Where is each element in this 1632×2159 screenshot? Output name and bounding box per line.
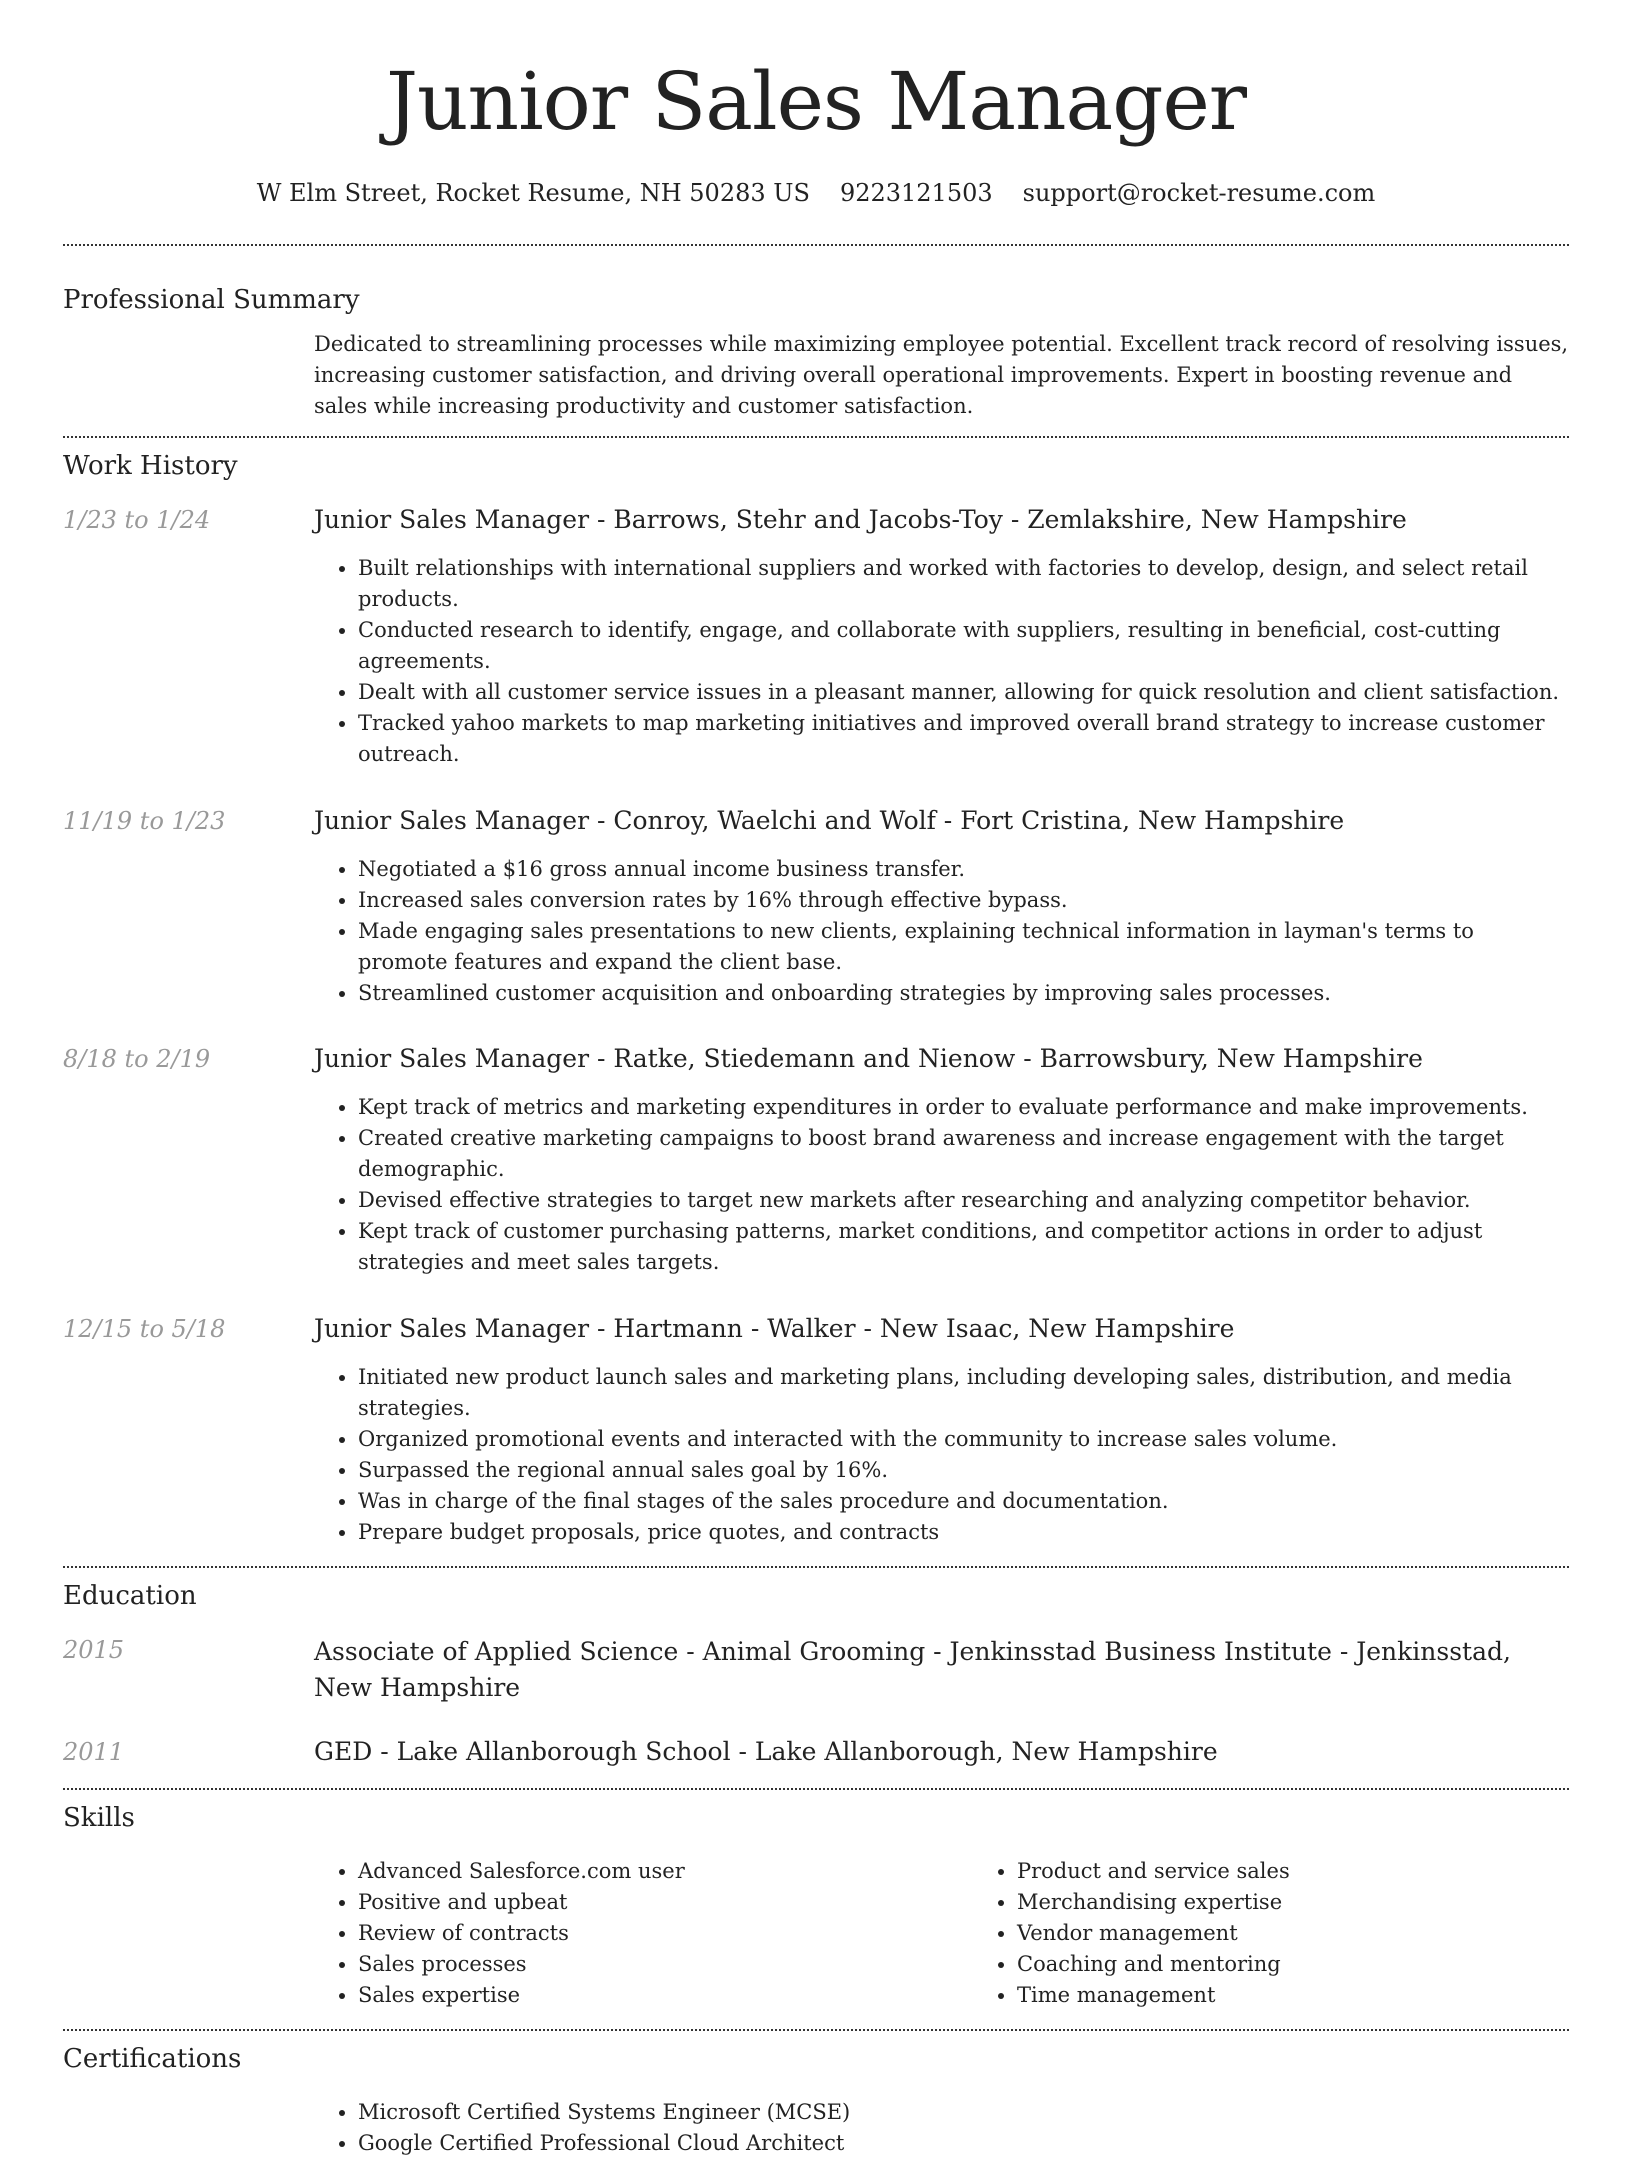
- list-item: • Devised effective strategies to target new markets after researching and analyzing competitor behavior.: [358, 1185, 1569, 1216]
- list-item: • Tracked yahoo markets to map marketing initiatives and improved overall brand strategy to increase customer outreach.: [358, 708, 1569, 770]
- job-dates: 12/15 to 5/18: [63, 1315, 226, 1343]
- contact-address: W Elm Street, Rocket Resume, NH 50283 US: [256, 179, 810, 207]
- job-heading: Junior Sales Manager - Barrows, Stehr and Jacobs-Toy - Zemlakshire, New Hampshire: [314, 505, 1407, 534]
- education-heading: GED - Lake Allanborough School - Lake Allanborough, New Hampshire: [314, 1737, 1218, 1766]
- education-year: 2011: [63, 1738, 125, 1766]
- list-item: • Increased sales conversion rates by 16% through effective bypass.: [358, 885, 1569, 916]
- list-item: • Kept track of customer purchasing patterns, market conditions, and competitor actions in order to adjust strategies and meet sales targets.: [358, 1216, 1569, 1278]
- list-item: • Made engaging sales presentations to new clients, explaining technical information in layman's terms to promote features and expand the client base.: [358, 916, 1569, 978]
- list-item: • Advanced Salesforce.com user: [358, 1856, 973, 1887]
- section-title-summary: Professional Summary: [63, 285, 360, 315]
- list-item: • Dealt with all customer service issues in a pleasant manner, allowing for quick resolution and client satisfaction.: [358, 677, 1569, 708]
- list-item: • Time management: [1017, 1980, 1632, 2011]
- education-entry: [63, 1736, 1569, 1768]
- education-year: 2015: [63, 1636, 125, 1664]
- skills-column: [973, 1856, 1632, 2011]
- list-item: • Organized promotional events and interacted with the community to increase sales volume.: [358, 1424, 1569, 1455]
- resume-title: Junior Sales Manager: [385, 55, 1247, 148]
- summary-text: Dedicated to streamlining processes while maximizing employee potential. Excellent track record of resolving issues, increasing customer satisfaction, and driving overall operational improvements. Expert in boosting revenue and sales while increasing productivity and customer satisfaction.: [314, 332, 1569, 418]
- job-dates: 11/19 to 1/23: [63, 807, 226, 835]
- list-item: • Sales processes: [358, 1949, 973, 1980]
- contact-line: [63, 178, 1569, 208]
- list-item: • Microsoft Certified Systems Engineer (MCSE): [358, 2097, 1569, 2128]
- list-item: • Was in charge of the final stages of the sales procedure and documentation.: [358, 1486, 1569, 1517]
- list-item: • Review of contracts: [358, 1918, 973, 1949]
- job-bullets: [314, 1092, 1569, 1278]
- list-item: • Google Certified Professional Cloud Architect: [358, 2128, 1569, 2159]
- section-title-certifications: Certifications: [63, 2044, 242, 2074]
- job-heading: Junior Sales Manager - Hartmann - Walker - New Isaac, New Hampshire: [314, 1314, 1235, 1343]
- list-item: • Vendor management: [1017, 1918, 1632, 1949]
- job-heading: Junior Sales Manager - Ratke, Stiedemann and Nienow - Barrowsbury, New Hampshire: [314, 1044, 1423, 1073]
- divider: [63, 436, 1569, 438]
- list-item: • Streamlined customer acquisition and onboarding strategies by improving sales processes.: [358, 978, 1569, 1009]
- list-item: • Surpassed the regional annual sales goal by 16%.: [358, 1455, 1569, 1486]
- list-item: • Prepare budget proposals, price quotes, and contracts: [358, 1517, 1569, 1548]
- job-heading: Junior Sales Manager - Conroy, Waelchi and Wolf - Fort Cristina, New Hampshire: [314, 806, 1345, 835]
- skills-list: [314, 1856, 1632, 2011]
- contact-email: support@rocket-resume.com: [1022, 179, 1376, 207]
- skills-column: [314, 1856, 973, 2011]
- divider: [63, 2029, 1569, 2031]
- job-entry: [63, 1043, 1569, 1278]
- list-item: • Coaching and mentoring: [1017, 1949, 1632, 1980]
- job-bullets: [314, 553, 1569, 770]
- job-entry: [63, 805, 1569, 1009]
- section-title-education: Education: [63, 1581, 197, 1611]
- certifications-list: [314, 2097, 1569, 2159]
- education-entry: [63, 1634, 1569, 1706]
- job-dates: 1/23 to 1/24: [63, 506, 211, 534]
- contact-phone: 9223121503: [839, 179, 993, 207]
- list-item: • Created creative marketing campaigns to boost brand awareness and increase engagement with the target demographic.: [358, 1123, 1569, 1185]
- job-dates: 8/18 to 2/19: [63, 1045, 211, 1073]
- list-item: • Negotiated a $16 gross annual income business transfer.: [358, 854, 1569, 885]
- section-title-work-history: Work History: [63, 451, 238, 481]
- list-item: • Product and service sales: [1017, 1856, 1632, 1887]
- job-entry: [63, 504, 1569, 770]
- list-item: • Built relationships with international suppliers and worked with factories to develop, design, and select retail products.: [358, 553, 1569, 615]
- section-title-skills: Skills: [63, 1803, 135, 1833]
- divider: [63, 1788, 1569, 1790]
- list-item: • Positive and upbeat: [358, 1887, 973, 1918]
- job-entry: [63, 1313, 1569, 1548]
- education-heading: Associate of Applied Science - Animal Grooming - Jenkinsstad Business Institute - Jenkinsstad, New Hampshire: [314, 1637, 1511, 1702]
- divider: [63, 244, 1569, 246]
- list-item: • Initiated new product launch sales and marketing plans, including developing sales, distribution, and media strategies.: [358, 1362, 1569, 1424]
- list-item: • Merchandising expertise: [1017, 1887, 1632, 1918]
- job-bullets: [314, 854, 1569, 1009]
- list-item: • Conducted research to identify, engage, and collaborate with suppliers, resulting in beneficial, cost-cutting agreements.: [358, 615, 1569, 677]
- list-item: • Kept track of metrics and marketing expenditures in order to evaluate performance and make improvements.: [358, 1092, 1569, 1123]
- divider: [63, 1566, 1569, 1568]
- job-bullets: [314, 1362, 1569, 1548]
- list-item: • Sales expertise: [358, 1980, 973, 2011]
